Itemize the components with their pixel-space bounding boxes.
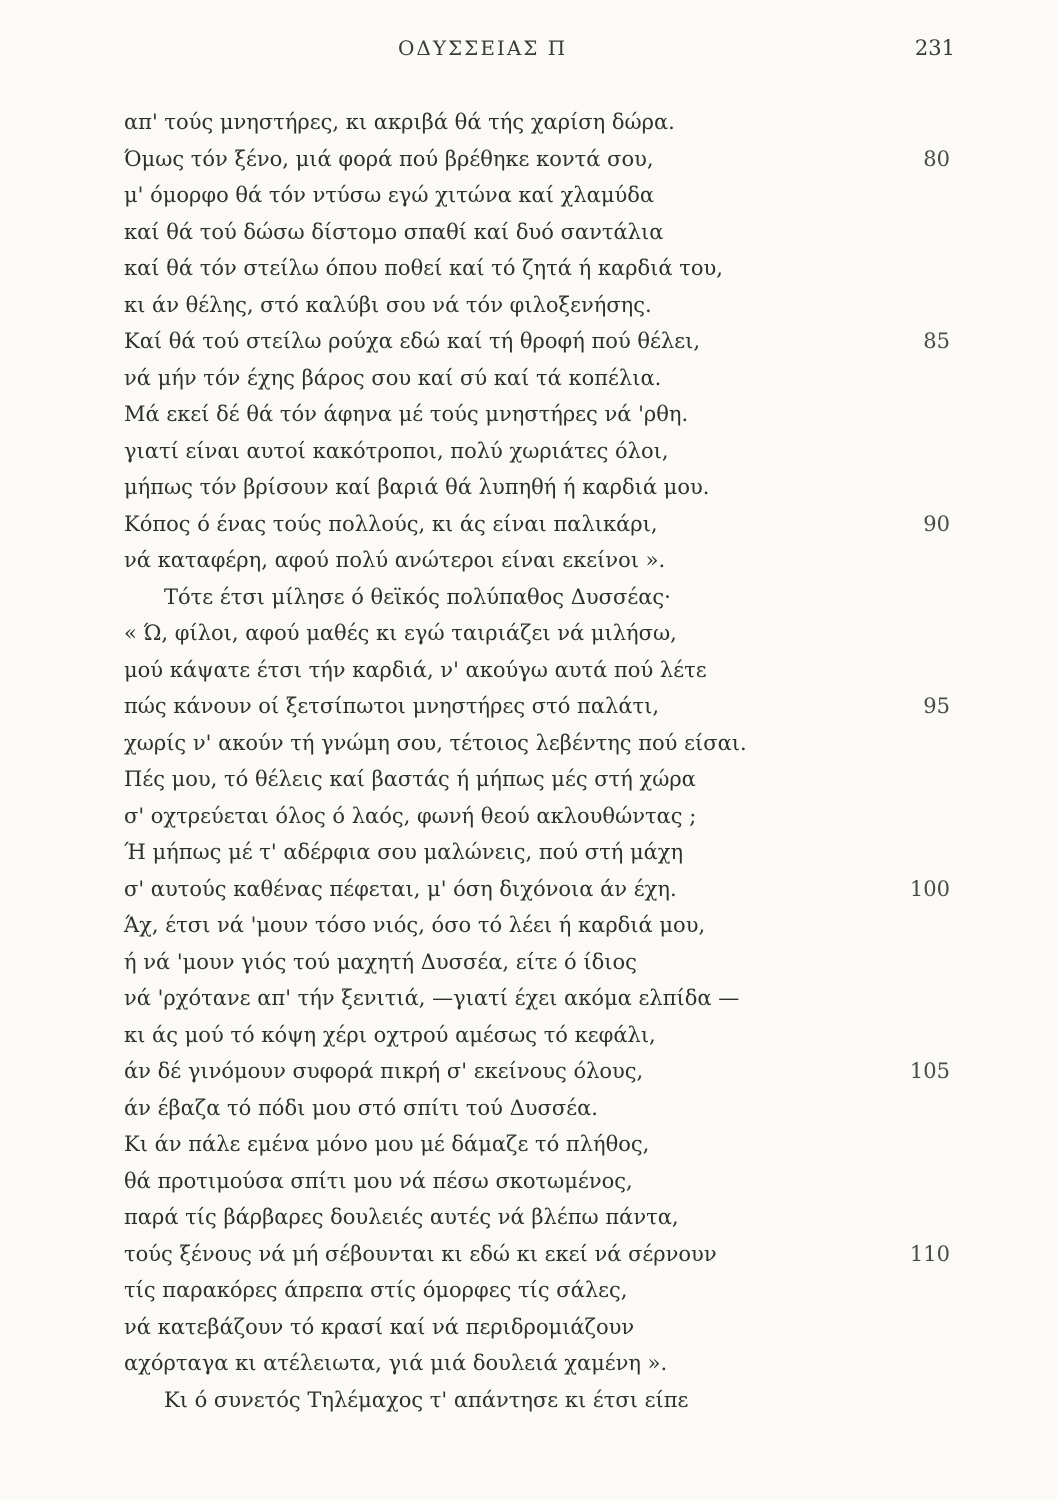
verse-line (0, 177, 1057, 214)
verse-line (0, 652, 1057, 689)
verse-line (0, 1017, 1057, 1054)
verse-text: σ' οχτρεύεται όλος ό λαός, φωνή θεού ακλουθώντας ; (124, 803, 697, 828)
verse-line (0, 725, 1057, 762)
verse-text: σ' αυτούς καθένας πέφεται, μ' όση διχόνοια άν έχη. (124, 876, 677, 901)
verse-text: αχόρταγα κι ατέλειωτα, γιά μιά δουλειά χαμένη ». (124, 1351, 668, 1375)
verse-text: Καί θά τού στείλω ρούχα εδώ καί τή θροφή πού θέλει, (124, 329, 701, 353)
verse-text: Κόπος ό ένας τούς πολλούς, κι άς είναι παλικάρι, (124, 511, 658, 536)
verse-block (0, 104, 1057, 1418)
verse-line (0, 1199, 1057, 1236)
line-number: 100 (909, 876, 950, 901)
verse-text: απ' τούς μνηστήρες, κι ακριβά θά τής χαρίση δώρα. (124, 110, 675, 134)
verse-text: άν έβαζα τό πόδι μου στό σπίτι τού Δυσσέα. (124, 1095, 598, 1120)
verse-text: κι άς μού τό κόψη χέρι οχτρού αμέσως τό κεφάλι, (124, 1022, 656, 1047)
verse-text: Κι ό συνετός Τηλέμαχος τ' απάντησε κι έτσι είπε (164, 1387, 689, 1412)
verse-text: χωρίς ν' ακούν τή γνώμη σου, τέτοιος λεβέντης πού είσαι. (124, 730, 747, 755)
running-title: ΟΔΥΣΣΕΙΑΣ Π (398, 36, 568, 60)
verse-line (0, 688, 1057, 725)
verse-text: νά 'ρχότανε απ' τήν ξενιτιά, —γιατί έχει ακόμα ελπίδα — (124, 986, 740, 1010)
verse-text: άν δέ γινόμουν συφορά πικρή σ' εκείνους όλους, (124, 1059, 644, 1083)
verse-text: Τότε έτσι μίλησε ό θεϊκός πολύπαθος Δυσσέας· (164, 584, 671, 609)
line-number: 90 (923, 511, 950, 536)
verse-text: μήπως τόν βρίσουν καί βαριά θά λυπηθή ή καρδιά μου. (124, 475, 710, 499)
verse-text: μ' όμορφο θά τόν ντύσω εγώ χιτώνα καί χλαμύδα (124, 183, 655, 207)
verse-line (0, 323, 1057, 360)
verse-line (0, 944, 1057, 981)
verse-text: καί θά τού δώσω δίστομο σπαθί καί δυό σαντάλια (124, 219, 664, 244)
verse-text: « Ώ, φίλοι, αφού μαθές κι εγώ ταιριάζει νά μιλήσω, (124, 621, 677, 645)
verse-line (0, 469, 1057, 506)
verse-line (0, 1163, 1057, 1200)
verse-text: νά καταφέρη, αφού πολύ ανώτεροι είναι εκείνοι ». (124, 548, 666, 572)
verse-line (0, 1053, 1057, 1090)
verse-text: καί θά τόν στείλω όπου ποθεί καί τό ζητά ή καρδιά του, (124, 256, 723, 280)
verse-line (0, 542, 1057, 579)
verse-text: ή νά 'μουν γιός τού μαχητή Δυσσέα, είτε ό ίδιος (124, 949, 637, 974)
verse-text: μού κάψατε έτσι τήν καρδιά, ν' ακούγω αυτά πού λέτε (124, 657, 707, 682)
verse-text: τίς παρακόρες άπρεπα στίς όμορφες τίς σάλες, (124, 1278, 628, 1302)
verse-text: Κι άν πάλε εμένα μόνο μου μέ δάμαζε τό πλήθος, (124, 1132, 650, 1156)
verse-line (0, 834, 1057, 871)
line-number: 80 (923, 146, 950, 171)
verse-line (0, 1382, 1057, 1419)
verse-line (0, 615, 1057, 652)
verse-line (0, 761, 1057, 798)
verse-line (0, 396, 1057, 433)
verse-line (0, 1236, 1057, 1273)
page-header (0, 36, 1057, 66)
verse-line (0, 1272, 1057, 1309)
verse-line (0, 250, 1057, 287)
verse-line (0, 141, 1057, 178)
line-number: 95 (923, 694, 950, 718)
verse-text: γιατί είναι αυτοί κακότροποι, πολύ χωριάτες όλοι, (124, 438, 669, 463)
page-number: 231 (914, 36, 955, 60)
verse-text: παρά τίς βάρβαρες δουλειές αυτές νά βλέπω πάντα, (124, 1205, 679, 1229)
verse-text: θά προτιμούσα σπίτι μου νά πέσω σκοτωμένος, (124, 1168, 633, 1193)
verse-line (0, 214, 1057, 251)
verse-line (0, 287, 1057, 324)
verse-text: Όμως τόν ξένο, μιά φορά πού βρέθηκε κοντά σου, (124, 146, 654, 171)
verse-text: νά κατεβάζουν τό κρασί καί νά περιδρομιάζουν (124, 1314, 635, 1339)
verse-text: τούς ξένους νά μή σέβουνται κι εδώ κι εκεί νά σέρνουν (124, 1241, 717, 1266)
verse-line (0, 506, 1057, 543)
verse-text: Άχ, έτσι νά 'μουν τόσο νιός, όσο τό λέει ή καρδιά μου, (124, 913, 706, 937)
verse-line (0, 980, 1057, 1017)
verse-line (0, 433, 1057, 470)
line-number: 85 (923, 329, 950, 353)
verse-line (0, 360, 1057, 397)
verse-text: Πές μου, τό θέλεις καί βαστάς ή μήπως μές στή χώρα (124, 767, 696, 791)
verse-line (0, 104, 1057, 141)
verse-line (0, 1345, 1057, 1382)
verse-line (0, 1309, 1057, 1346)
verse-text: κι άν θέλης, στό καλύβι σου νά τόν φιλοξενήσης. (124, 292, 652, 317)
verse-line (0, 907, 1057, 944)
verse-text: Μά εκεί δέ θά τόν άφηνα μέ τούς μνηστήρες νά 'ρθη. (124, 402, 689, 426)
line-number: 110 (909, 1241, 950, 1266)
verse-line (0, 871, 1057, 908)
verse-line (0, 579, 1057, 616)
verse-text: πώς κάνουν οί ξετσίπωτοι μνηστήρες στό παλάτι, (124, 694, 660, 718)
verse-text: Ή μήπως μέ τ' αδέρφια σου μαλώνεις, πού στή μάχη (124, 840, 684, 864)
verse-line (0, 798, 1057, 835)
verse-line (0, 1126, 1057, 1163)
verse-text: νά μήν τόν έχης βάρος σου καί σύ καί τά κοπέλια. (124, 365, 662, 390)
line-number: 105 (909, 1059, 950, 1083)
verse-line (0, 1090, 1057, 1127)
